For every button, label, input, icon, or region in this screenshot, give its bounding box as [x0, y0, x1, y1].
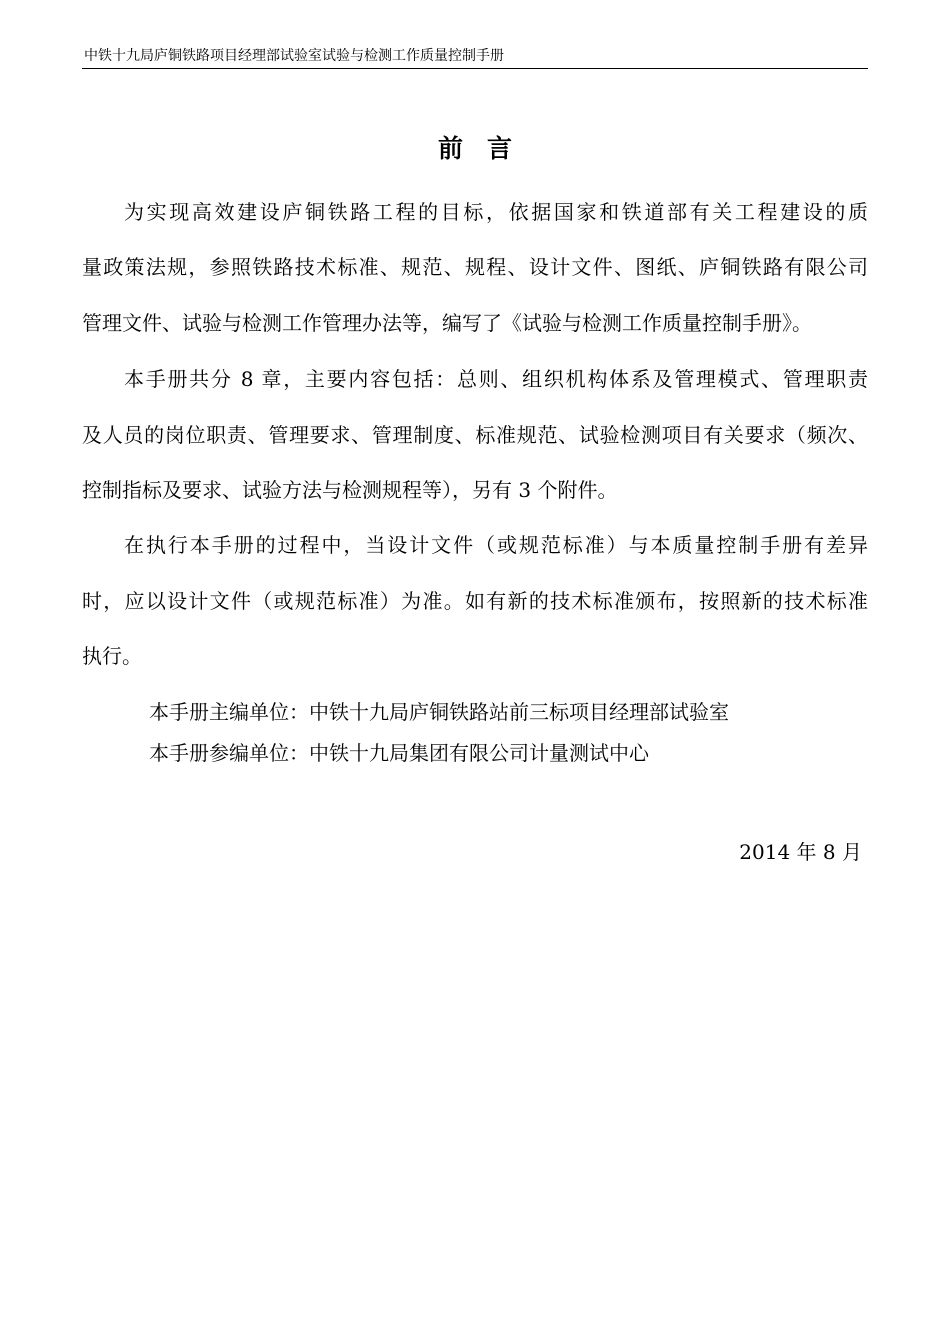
page-header [82, 44, 868, 69]
document-date: 2014 年 8 月 [739, 840, 862, 864]
paragraph-1-line-2: 量政策法规，参照铁路技术标准、规范、规程、设计文件、图纸、庐铜铁路有限公司 [82, 255, 868, 279]
paragraph-2-line-1: 本手册共分 8 章，主要内容包括：总则、组织机构体系及管理模式、管理职责 [124, 367, 868, 391]
page-header-text: 中铁十九局庐铜铁路项目经理部试验室试验与检测工作质量控制手册 [84, 48, 504, 64]
page-title: 前言 [437, 134, 536, 163]
paragraph-1-line-3: 管理文件、试验与检测工作管理办法等，编写了《试验与检测工作质量控制手册》。 [82, 311, 812, 335]
chief-editor-label: 本手册主编单位： [149, 700, 309, 724]
chief-editor-unit: 中铁十九局庐铜铁路站前三标项目经理部试验室 [309, 700, 729, 724]
paragraph-1-line-1: 为实现高效建设庐铜铁路工程的目标，依据国家和铁道部有关工程建设的质 [124, 200, 868, 224]
participating-editor-line [149, 739, 649, 767]
paragraph-3-line-3: 执行。 [82, 644, 142, 668]
paragraph-3-line-2: 时，应以设计文件（或规范标准）为准。如有新的技术标准颁布，按照新的技术标准 [82, 589, 868, 613]
participating-editor-unit: 中铁十九局集团有限公司计量测试中心 [309, 741, 649, 765]
paragraph-2-line-3: 控制指标及要求、试验方法与检测规程等），另有 3 个附件。 [82, 478, 618, 502]
participating-editor-label: 本手册参编单位： [149, 741, 309, 765]
paragraph-3-line-1: 在执行本手册的过程中，当设计文件（或规范标准）与本质量控制手册有差异 [124, 533, 868, 557]
paragraph-2-line-2: 及人员的岗位职责、管理要求、管理制度、标准规范、试验检测项目有关要求（频次、 [82, 423, 868, 447]
chief-editor-line [149, 698, 729, 726]
